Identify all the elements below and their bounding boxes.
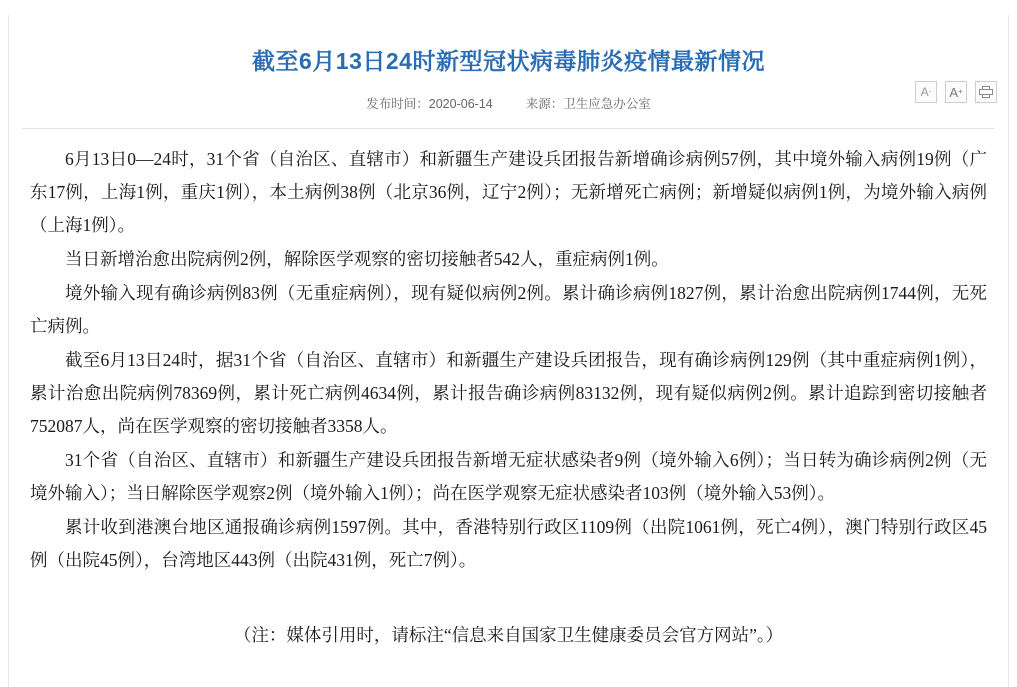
article-meta bbox=[0, 94, 1017, 116]
article-page bbox=[0, 15, 1017, 687]
article-source bbox=[526, 94, 651, 112]
article-body bbox=[0, 129, 1017, 652]
article-note: （注：媒体引用时，请标注“信息来自国家卫生健康委员会官方网站”。） bbox=[233, 625, 784, 646]
publish-time-label: 发布时间： bbox=[366, 97, 429, 112]
source-label: 来源： bbox=[525, 97, 564, 112]
article-paragraph: 累计收到港澳台地区通报确诊病例1597例。其中，香港特别行政区1109例（出院1061例，死亡4例），澳门特别行政区45例（出院45例），台湾地区443例（出院431例，死亡7例）。 bbox=[30, 517, 987, 571]
font-decrease-sup: - bbox=[928, 87, 932, 97]
article-paragraph: 境外输入现有确诊病例83例（无重症病例），现有疑似病例2例。累计确诊病例1827例，累计治愈出院病例1744例，无死亡病例。 bbox=[30, 283, 987, 337]
article-paragraph: 6月13日0—24时，31个省（自治区、直辖市）和新疆生产建设兵团报告新增确诊病例57例，其中境外输入病例19例（广东17例，上海1例，重庆1例），本土病例38例（北京36例，辽宁2例）；无新增死亡病例；新增疑似病例1例，为境外输入病例（上海1例）。 bbox=[30, 149, 987, 236]
article-paragraph: 31个省（自治区、直辖市）和新疆生产建设兵团报告新增无症状感染者9例（境外输入6例）；当日转为确诊病例2例（无境外输入）；当日解除医学观察2例（境外输入1例）；尚在医学观察无症状感染者103例（境外输入53例）。 bbox=[30, 450, 987, 504]
font-increase-button[interactable] bbox=[945, 81, 967, 103]
article-paragraph: 截至6月13日24时，据31个省（自治区、直辖市）和新疆生产建设兵团报告，现有确诊病例129例（其中重症病例1例），累计治愈出院病例78369例，累计死亡病例4634例，累计报告确诊病例83132例，现有疑似病例2例。累计追踪到密切接触者752087人，尚在医学观察的密切接触者3358人。 bbox=[30, 350, 987, 437]
publish-time-value: 2020-06-14 bbox=[428, 97, 493, 112]
print-button[interactable] bbox=[975, 81, 997, 103]
source-value: 卫生应急办公室 bbox=[563, 97, 651, 112]
article-toolbar bbox=[915, 81, 997, 103]
article-paragraph: 当日新增治愈出院病例2例，解除医学观察的密切接触者542人，重症病例1例。 bbox=[65, 249, 669, 270]
page-title: 截至6月13日24时新型冠状病毒肺炎疫情最新情况 bbox=[252, 48, 765, 75]
font-decrease-button[interactable] bbox=[915, 81, 937, 103]
printer-icon bbox=[979, 86, 993, 98]
font-increase-label: A bbox=[949, 84, 958, 100]
publish-time bbox=[366, 94, 492, 112]
font-decrease-label: A bbox=[920, 85, 929, 100]
font-increase-sup: + bbox=[958, 87, 963, 97]
